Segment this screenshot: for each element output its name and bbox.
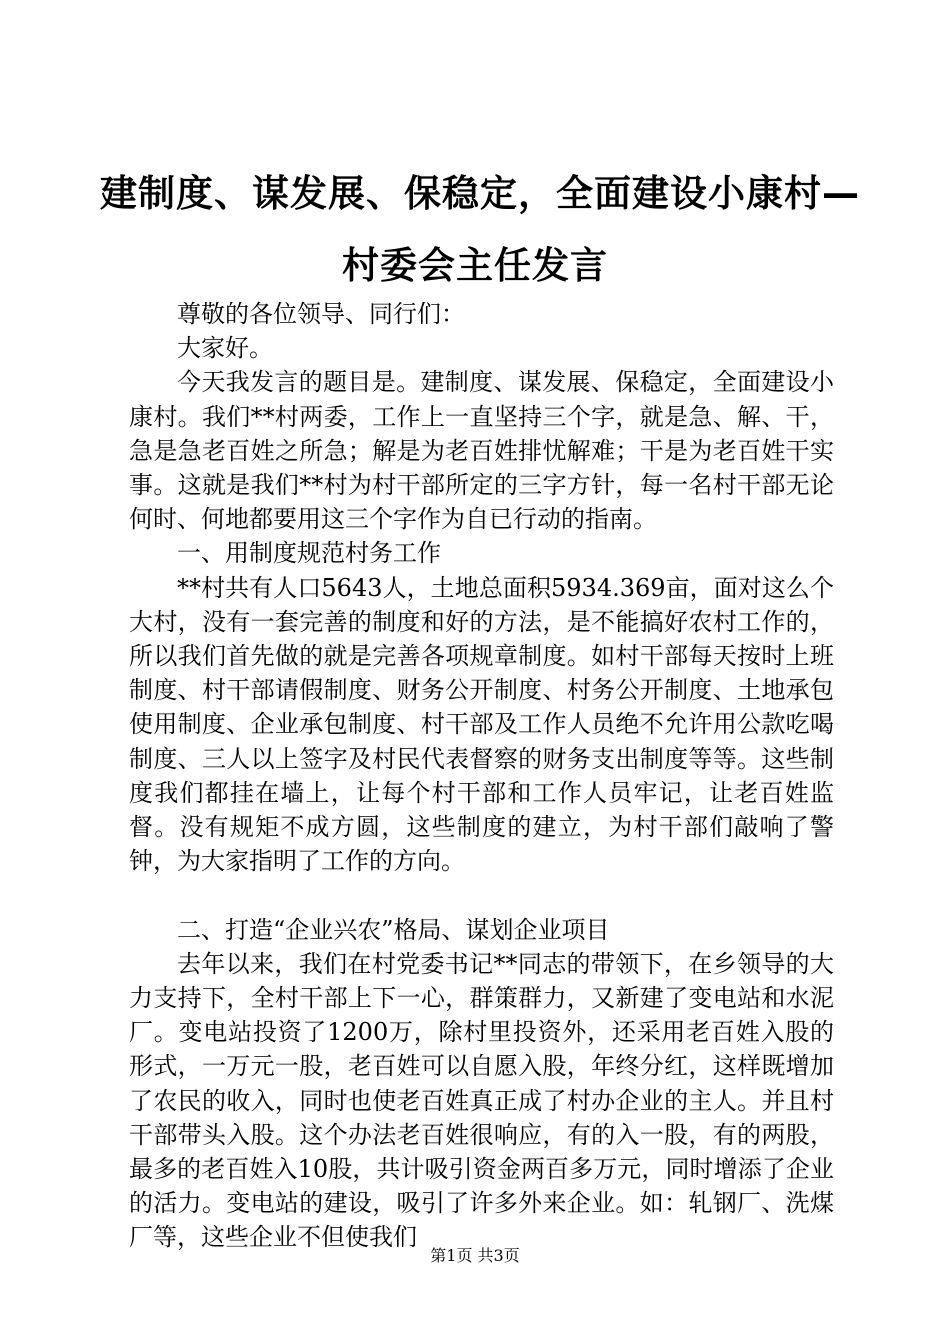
document-title bbox=[100, 158, 860, 302]
section-heading-1: 一、用制度规范村务工作 bbox=[177, 539, 441, 568]
greeting: 大家好。 bbox=[177, 334, 273, 363]
section-heading-2: 二、打造“企业兴农”格局、谋划企业项目 bbox=[177, 915, 610, 944]
salutation: 尊敬的各位领导、同行们： bbox=[177, 300, 465, 328]
document-body bbox=[129, 297, 834, 1255]
page-number-footer: 第1页 共3页 bbox=[430, 1246, 520, 1265]
title-line-2: 村委会主任发言 bbox=[342, 244, 608, 287]
intro-paragraph: 今天我发言的题目是。建制度、谋发展、保稳定，全面建设小康村。我们**村两委，工作上一直坚持三个字，就是急、解、干，急是急老百姓之所急；解是为老百姓排忧解难；干是为老百姓干实事。这就是我们**村为村干部所定的三字方针，每一名村干部无论何时、何地都要用这三个字作为自已行动的指南。 bbox=[129, 368, 834, 534]
paragraph-spacer bbox=[129, 878, 834, 912]
section-1-paragraph: **村共有人口5643人，土地总面积5934.369亩，面对这么个大村，没有一套完善的制度和好的方法，是不能搞好农村工作的，所以我们首先做的就是完善各项规章制度。如村干部每天按时上班制度、村干部请假制度、财务公开制度、村务公开制度、土地承包使用制度、企业承包制度、村干部及工作人员绝不允许用公款吃喝制度、三人以上签字及村民代表督察的财务支出制度等等。这些制度我们都挂在墙上，让每个村干部和工作人员牢记，让老百姓监督。没有规矩不成方圆，这些制度的建立，为村干部们敲响了警钟，为大家指明了工作的方向。 bbox=[129, 573, 834, 876]
section-2-paragraph: 去年以来，我们在村党委书记**同志的带领下，在乡领导的大力支持下，全村干部上下一心，群策群力，又新建了变电站和水泥厂。变电站投资了1200万，除村里投资外，还采用老百姓入股的形式，一万元一股，老百姓可以自愿入股，年终分红，这样既增加了农民的收入，同时也使老百姓真正成了村办企业的主人。并且村干部带头入股。这个办法老百姓很响应，有的入一股，有的两股，最多的老百姓入10股，共计吸引资金两百多万元，同时增添了企业的活力。变电站的建设，吸引了许多外来企业。如：轧钢厂、洗煤厂等，这些企业不但使我们 bbox=[129, 949, 834, 1252]
title-line-1: 建制度、谋发展、保稳定，全面建设小康村— bbox=[100, 172, 860, 215]
